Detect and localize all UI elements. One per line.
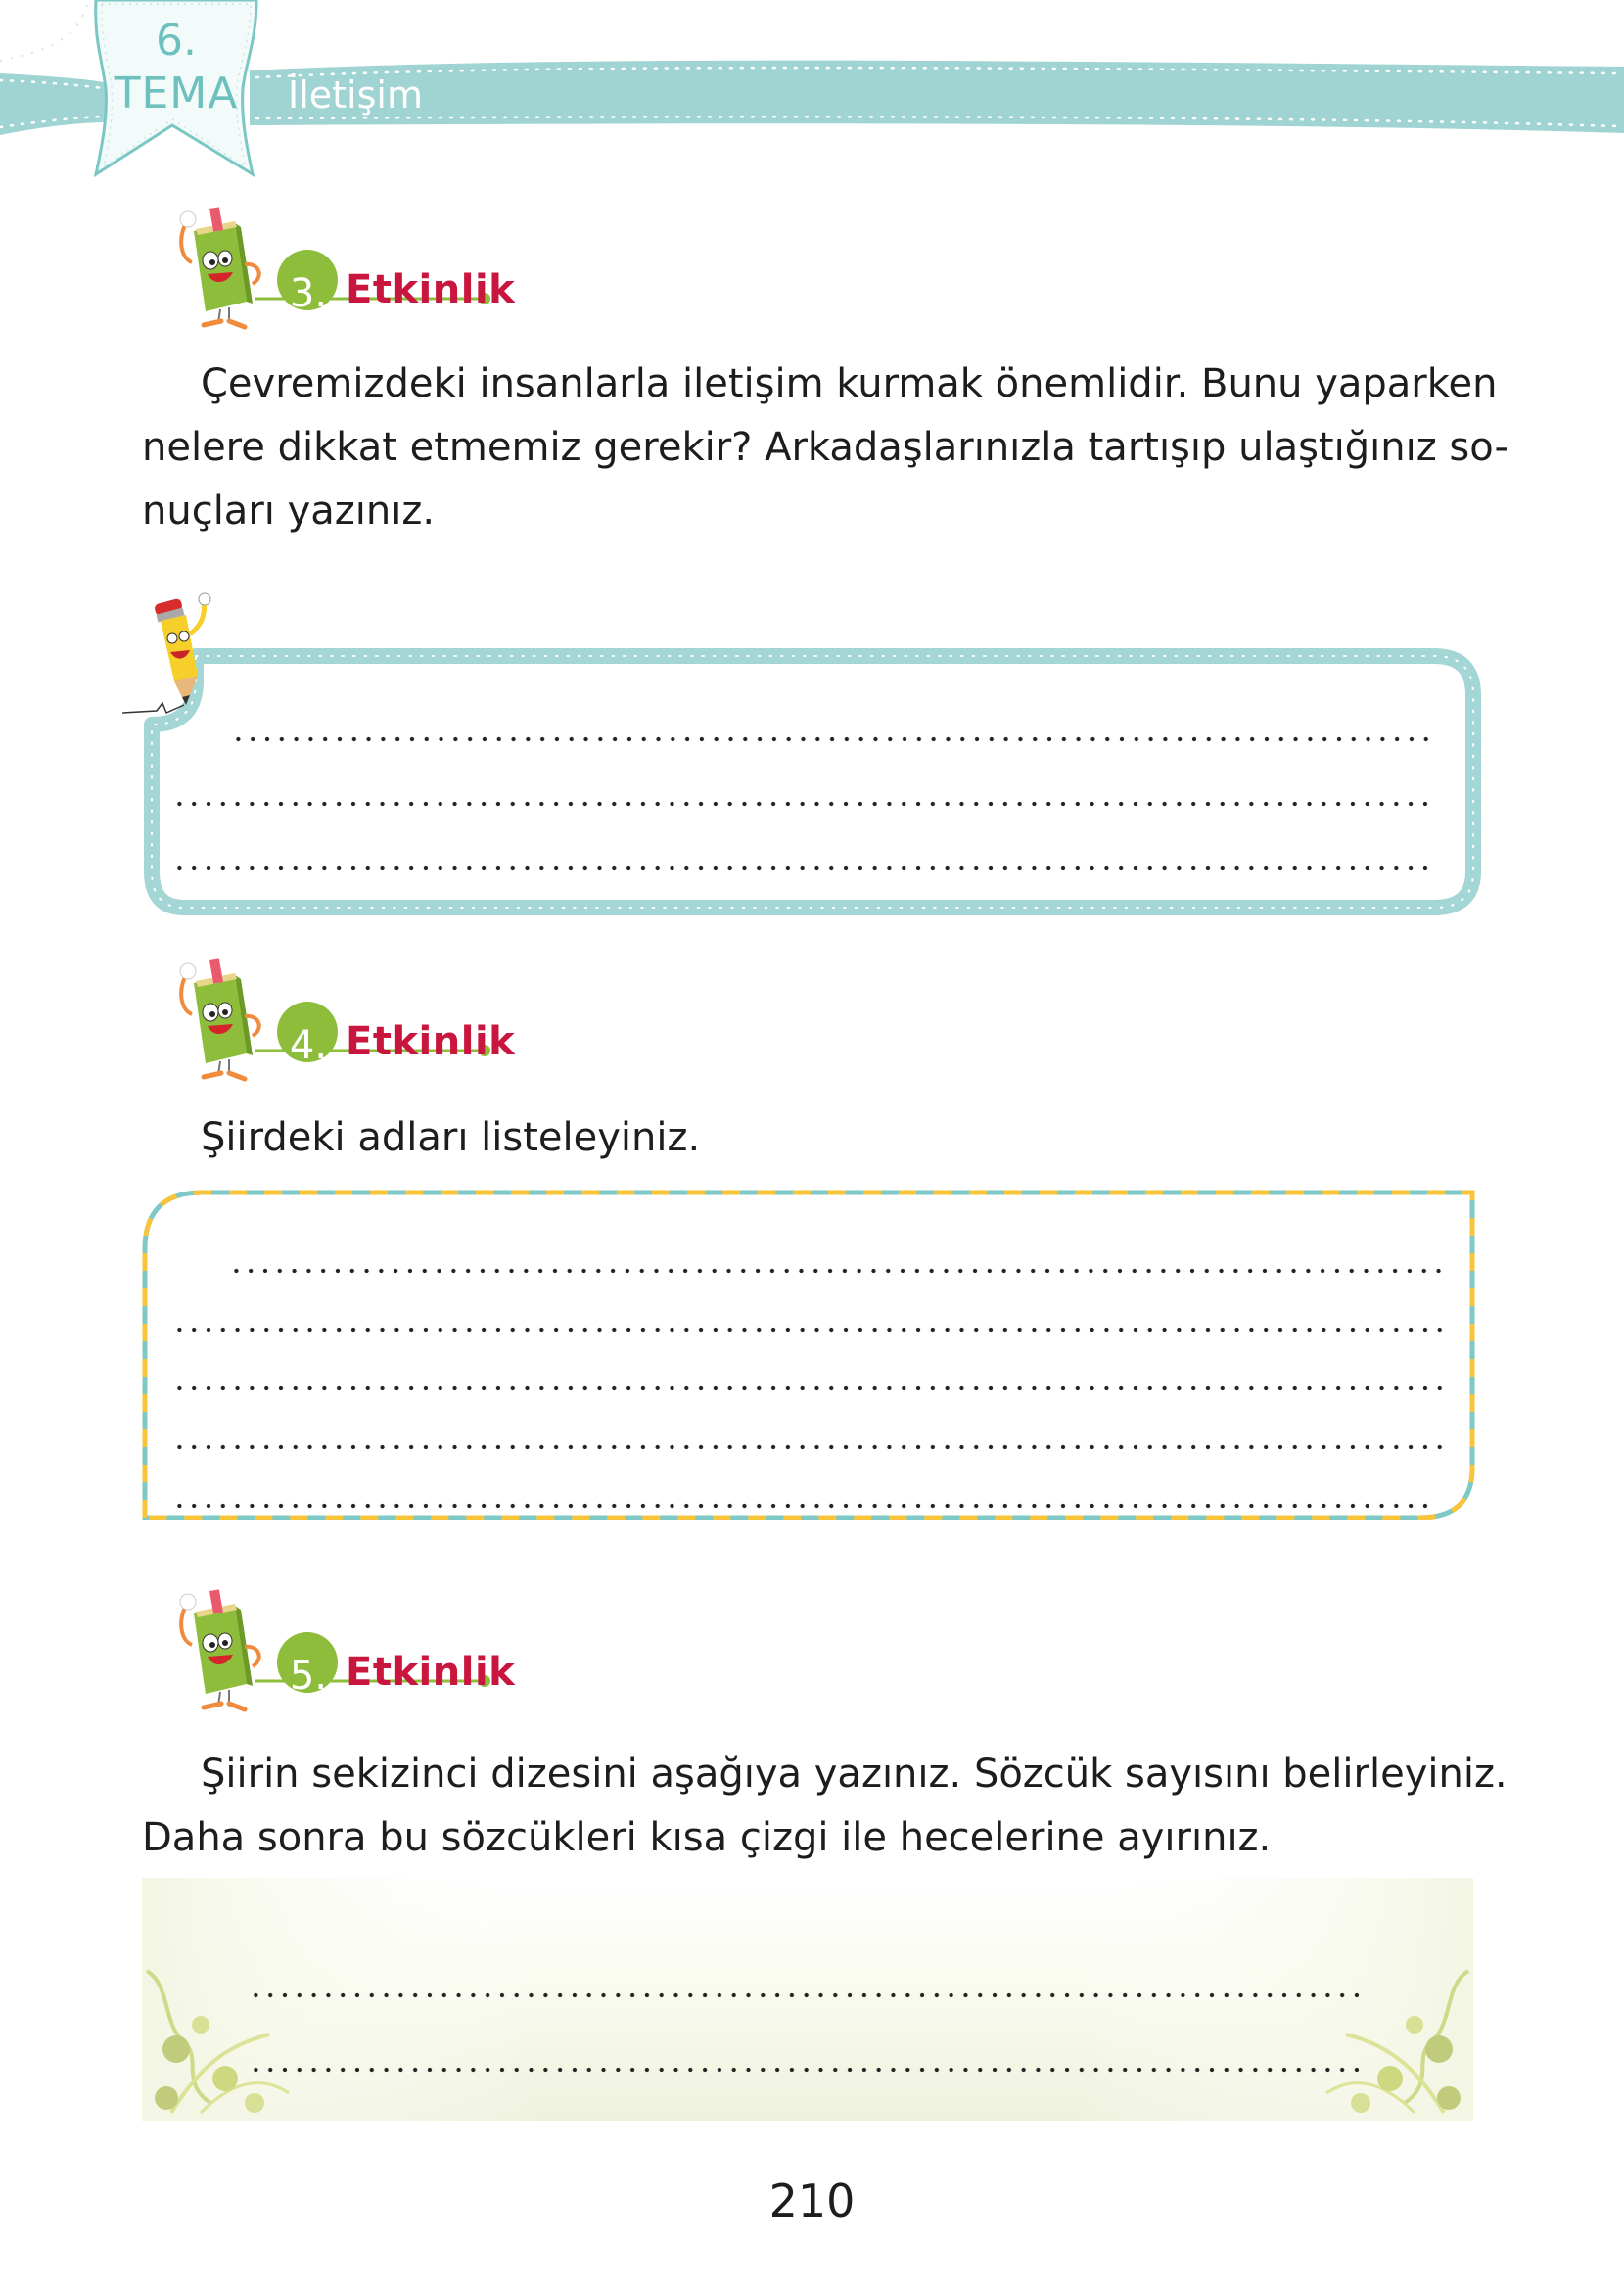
answer-box-activity-4	[137, 1185, 1483, 1532]
theme-number: 6.	[156, 16, 197, 66]
activity-label: Etkinlik	[346, 1019, 516, 1064]
writing-line[interactable]	[231, 736, 1433, 742]
theme-word: TEMA	[114, 69, 239, 118]
activity-label: Etkinlik	[346, 1650, 516, 1695]
writing-line[interactable]	[229, 1268, 1443, 1274]
activity-3-header	[166, 204, 516, 331]
activity-5-instructions	[142, 1743, 1508, 1870]
writing-line[interactable]	[249, 1992, 1369, 1998]
instruction-line: nuçları yazınız.	[142, 489, 436, 534]
page-number: 210	[768, 2174, 856, 2227]
writing-line[interactable]	[249, 2067, 1369, 2073]
activity-4-header	[166, 956, 516, 1083]
activity-number: 3.	[289, 271, 328, 316]
activity-3-instructions	[142, 352, 1508, 543]
writing-line[interactable]	[172, 1444, 1443, 1450]
writing-line[interactable]	[172, 801, 1433, 807]
writing-line[interactable]	[172, 1503, 1435, 1509]
theme-title: İletişim	[288, 73, 423, 117]
instruction-line: Daha sonra bu sözcükleri kısa çizgi ile hecelerine ayırınız.	[142, 1815, 1272, 1860]
activity-number: 4.	[289, 1023, 328, 1068]
instruction-line: nelere dikkat etmemiz gerekir? Arkadaşlarınızla tartışıp ulaştığınız so-	[142, 425, 1508, 470]
activity-label: Etkinlik	[346, 267, 516, 312]
answer-box-activity-5	[142, 1878, 1473, 2121]
instruction-line: Şiirin sekizinci dizesini aşağıya yazınız. Sözcük sayısını belirleyiniz.	[201, 1752, 1508, 1797]
writing-line[interactable]	[172, 865, 1433, 871]
writing-line[interactable]	[172, 1385, 1443, 1391]
instruction-line: Çevremizdeki insanlarla iletişim kurmak önemlidir. Bunu yaparken	[201, 361, 1498, 406]
activity-4-instructions	[142, 1106, 1473, 1170]
instruction-line: Şiirdeki adları listeleyiniz.	[201, 1115, 701, 1160]
writing-line[interactable]	[172, 1327, 1443, 1333]
activity-5-header	[166, 1586, 516, 1713]
activity-number: 5.	[289, 1654, 328, 1699]
